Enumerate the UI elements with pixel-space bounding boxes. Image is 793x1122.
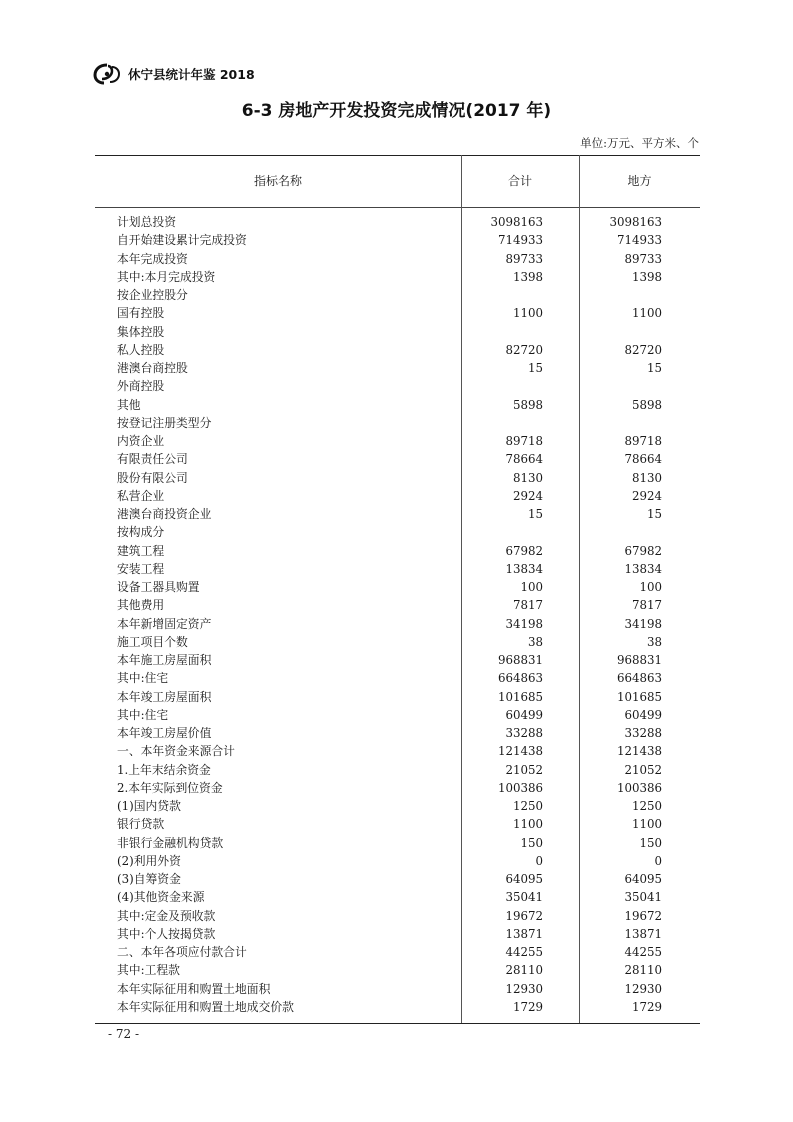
table-row: [95, 578, 700, 596]
table-row: [95, 779, 700, 797]
table-row: [95, 724, 700, 742]
indicator-name: 2.本年实际到位资金: [117, 780, 223, 795]
indicator-name: 外商控股: [117, 379, 165, 394]
indicator-name: 其他费用: [117, 598, 165, 613]
book-title: 休宁县统计年鉴 2018: [128, 67, 255, 82]
local-value: 100: [639, 580, 662, 594]
total-value: 15: [527, 507, 543, 521]
table-row: [95, 815, 700, 833]
total-value: 60499: [505, 707, 543, 722]
table-row: [95, 925, 700, 943]
table-row: [95, 323, 700, 341]
local-value: 89733: [624, 251, 662, 266]
indicator-name: 施工项目个数: [117, 634, 188, 649]
local-value: 60499: [624, 707, 662, 722]
total-value: 664863: [497, 671, 543, 686]
total-value: 2924: [512, 488, 543, 503]
total-value: 100: [520, 580, 543, 594]
local-value: 19672: [624, 908, 662, 923]
local-value: 968831: [616, 653, 662, 667]
table-row: [95, 998, 700, 1016]
local-value: 5898: [631, 397, 662, 412]
local-value: 1250: [631, 799, 662, 813]
table-row: [95, 596, 700, 614]
total-value: 12930: [505, 981, 543, 996]
indicator-name: (4)其他资金来源: [117, 890, 205, 905]
table-row: [95, 377, 700, 395]
table-row: [95, 414, 700, 432]
local-value: 1398: [631, 269, 662, 284]
indicator-name: 本年施工房屋面积: [117, 653, 212, 667]
total-value: 101685: [497, 689, 543, 704]
indicator-name: 其中:工程款: [117, 963, 180, 978]
indicator-name: 本年竣工房屋面积: [117, 689, 212, 704]
table-row: [95, 633, 700, 651]
table-row: [95, 870, 700, 888]
total-value: 13871: [505, 926, 543, 941]
local-value: 121438: [616, 744, 662, 759]
indicator-name: (3)自筹资金: [117, 872, 181, 886]
indicator-name: 按构成分: [117, 525, 165, 540]
local-value: 33288: [624, 726, 662, 740]
table-row: [95, 213, 700, 231]
table-row: [95, 961, 700, 979]
indicator-name: (2)利用外资: [117, 853, 181, 868]
indicator-name: 其中:住宅: [117, 707, 169, 722]
column-header-indicator: 指标名称: [253, 174, 302, 188]
table-row: [95, 907, 700, 925]
local-value: 1729: [631, 999, 662, 1014]
total-value: 3098163: [490, 215, 543, 229]
indicator-name: 安装工程: [117, 561, 165, 576]
indicator-name: 其中:定金及预收款: [117, 908, 216, 923]
table-row: [95, 688, 700, 706]
indicator-name: 本年竣工房屋价值: [117, 726, 212, 740]
indicator-name: 非银行金融机构贷款: [117, 835, 224, 850]
total-value: 1250: [512, 799, 543, 813]
local-value: 100386: [616, 780, 662, 795]
table-row: [95, 523, 700, 541]
total-value: 21052: [505, 762, 543, 777]
indicator-name: 1.上年末结余资金: [117, 762, 211, 777]
total-value: 67982: [505, 543, 543, 558]
column-header-local: 地方: [627, 174, 652, 188]
total-value: 121438: [497, 744, 543, 759]
local-value: 101685: [616, 689, 662, 704]
indicator-name: 其他: [117, 397, 141, 412]
local-value: 3098163: [609, 215, 662, 229]
indicator-name: 集体控股: [117, 324, 165, 339]
table-row: [95, 560, 700, 578]
column-header-total: 合计: [507, 174, 532, 188]
indicator-name: 二、本年各项应付款合计: [117, 945, 247, 959]
table-row: [95, 341, 700, 359]
indicator-name: 其中:住宅: [117, 671, 169, 686]
indicator-name: 本年实际征用和购置土地成交价款: [117, 999, 294, 1014]
unit-note: 单位:万元、平方米、个: [580, 136, 699, 150]
local-value: 714933: [616, 233, 662, 248]
table-row: [95, 450, 700, 468]
total-value: 7817: [512, 598, 543, 613]
table-header-rule: [95, 207, 700, 208]
table-row: [95, 943, 700, 961]
table-row: [95, 359, 700, 377]
local-value: 150: [639, 835, 662, 850]
table-row: [95, 268, 700, 286]
table-row: [95, 231, 700, 249]
total-value: 100386: [497, 780, 543, 795]
local-value: 13871: [624, 926, 662, 941]
page-number: - 72 -: [108, 1027, 140, 1041]
indicator-name: 国有控股: [117, 306, 165, 321]
indicator-name: 内资企业: [117, 434, 165, 448]
table-row: [95, 761, 700, 779]
table-row: [95, 852, 700, 870]
table-row: [95, 304, 700, 322]
total-value: 150: [520, 835, 543, 850]
total-value: 968831: [497, 653, 543, 667]
table-body: [95, 213, 700, 1016]
indicator-name: 股份有限公司: [117, 470, 188, 485]
indicator-name: 一、本年资金来源合计: [117, 744, 235, 759]
table-row: [95, 980, 700, 998]
table-row: [95, 669, 700, 687]
local-value: 8130: [631, 470, 662, 485]
indicator-name: 计划总投资: [117, 215, 176, 229]
local-value: 28110: [624, 963, 662, 978]
table-row: [95, 542, 700, 560]
local-value: 82720: [624, 342, 662, 357]
total-value: 13834: [505, 561, 543, 576]
local-value: 1100: [631, 817, 662, 832]
indicator-name: 建筑工程: [117, 543, 165, 558]
total-value: 8130: [512, 470, 543, 485]
total-value: 38: [527, 634, 543, 649]
total-value: 28110: [505, 963, 543, 978]
total-value: 34198: [505, 616, 543, 631]
local-value: 78664: [624, 452, 662, 467]
total-value: 15: [527, 361, 543, 375]
table-row: [95, 797, 700, 815]
total-value: 1100: [512, 817, 543, 832]
indicator-name: 自开始建设累计完成投资: [117, 233, 247, 248]
local-value: 12930: [624, 981, 662, 996]
indicator-name: 其中:本月完成投资: [117, 269, 216, 284]
local-value: 35041: [624, 890, 662, 905]
table-row: [95, 834, 700, 852]
local-value: 1100: [631, 306, 662, 321]
indicator-name: 本年新增固定资产: [117, 616, 212, 631]
indicator-name: 港澳台商控股: [117, 361, 188, 375]
table-row: [95, 469, 700, 487]
local-value: 64095: [624, 872, 662, 886]
indicator-name: 银行贷款: [117, 817, 165, 832]
total-value: 19672: [505, 908, 543, 923]
total-value: 5898: [512, 397, 543, 412]
total-value: 714933: [497, 233, 543, 248]
total-value: 89718: [505, 434, 543, 448]
total-value: 64095: [505, 872, 543, 886]
total-value: 82720: [505, 342, 543, 357]
indicator-name: 其中:个人按揭贷款: [117, 926, 216, 941]
table-row: [95, 487, 700, 505]
local-value: 664863: [616, 671, 662, 686]
table-row: [95, 651, 700, 669]
total-value: 35041: [505, 890, 543, 905]
local-value: 0: [654, 853, 662, 868]
table-row: [95, 742, 700, 760]
indicator-name: 有限责任公司: [117, 452, 188, 467]
total-value: 1100: [512, 306, 543, 321]
table-row: [95, 706, 700, 724]
local-value: 13834: [624, 561, 662, 576]
statistics-table: [95, 155, 700, 1025]
total-value: 33288: [505, 726, 543, 740]
indicator-name: 港澳台商投资企业: [117, 507, 212, 521]
total-value: 1729: [512, 999, 543, 1014]
table-row: [95, 615, 700, 633]
table-row: [95, 286, 700, 304]
indicator-name: 私营企业: [117, 488, 165, 503]
local-value: 7817: [631, 598, 662, 613]
indicator-name: 按登记注册类型分: [117, 415, 212, 430]
local-value: 44255: [624, 945, 662, 959]
indicator-name: 设备工器具购置: [117, 580, 200, 594]
local-value: 21052: [624, 762, 662, 777]
indicator-name: 本年实际征用和购置土地面积: [117, 981, 271, 996]
table-row: [95, 888, 700, 906]
table-row: [95, 396, 700, 414]
running-header: [92, 62, 255, 86]
local-value: 34198: [624, 616, 662, 631]
local-value: 2924: [631, 488, 662, 503]
local-value: 38: [646, 634, 662, 649]
indicator-name: 按企业控股分: [117, 288, 188, 302]
total-value: 44255: [505, 945, 543, 959]
total-value: 0: [535, 853, 543, 868]
indicator-name: 私人控股: [117, 342, 165, 357]
indicator-name: 本年完成投资: [117, 251, 188, 266]
page-title: 6-3 房地产开发投资完成情况(2017 年): [241, 101, 552, 121]
table-row: [95, 505, 700, 523]
indicator-name: (1)国内贷款: [117, 799, 181, 813]
table-row: [95, 250, 700, 268]
local-value: 89718: [624, 434, 662, 448]
total-value: 1398: [512, 269, 543, 284]
table-row: [95, 432, 700, 450]
local-value: 15: [646, 507, 662, 521]
total-value: 89733: [505, 251, 543, 266]
total-value: 78664: [505, 452, 543, 467]
table-bottom-rule: [95, 1023, 700, 1024]
yearbook-logo-icon: [92, 62, 122, 86]
local-value: 67982: [624, 543, 662, 558]
local-value: 15: [646, 361, 662, 375]
